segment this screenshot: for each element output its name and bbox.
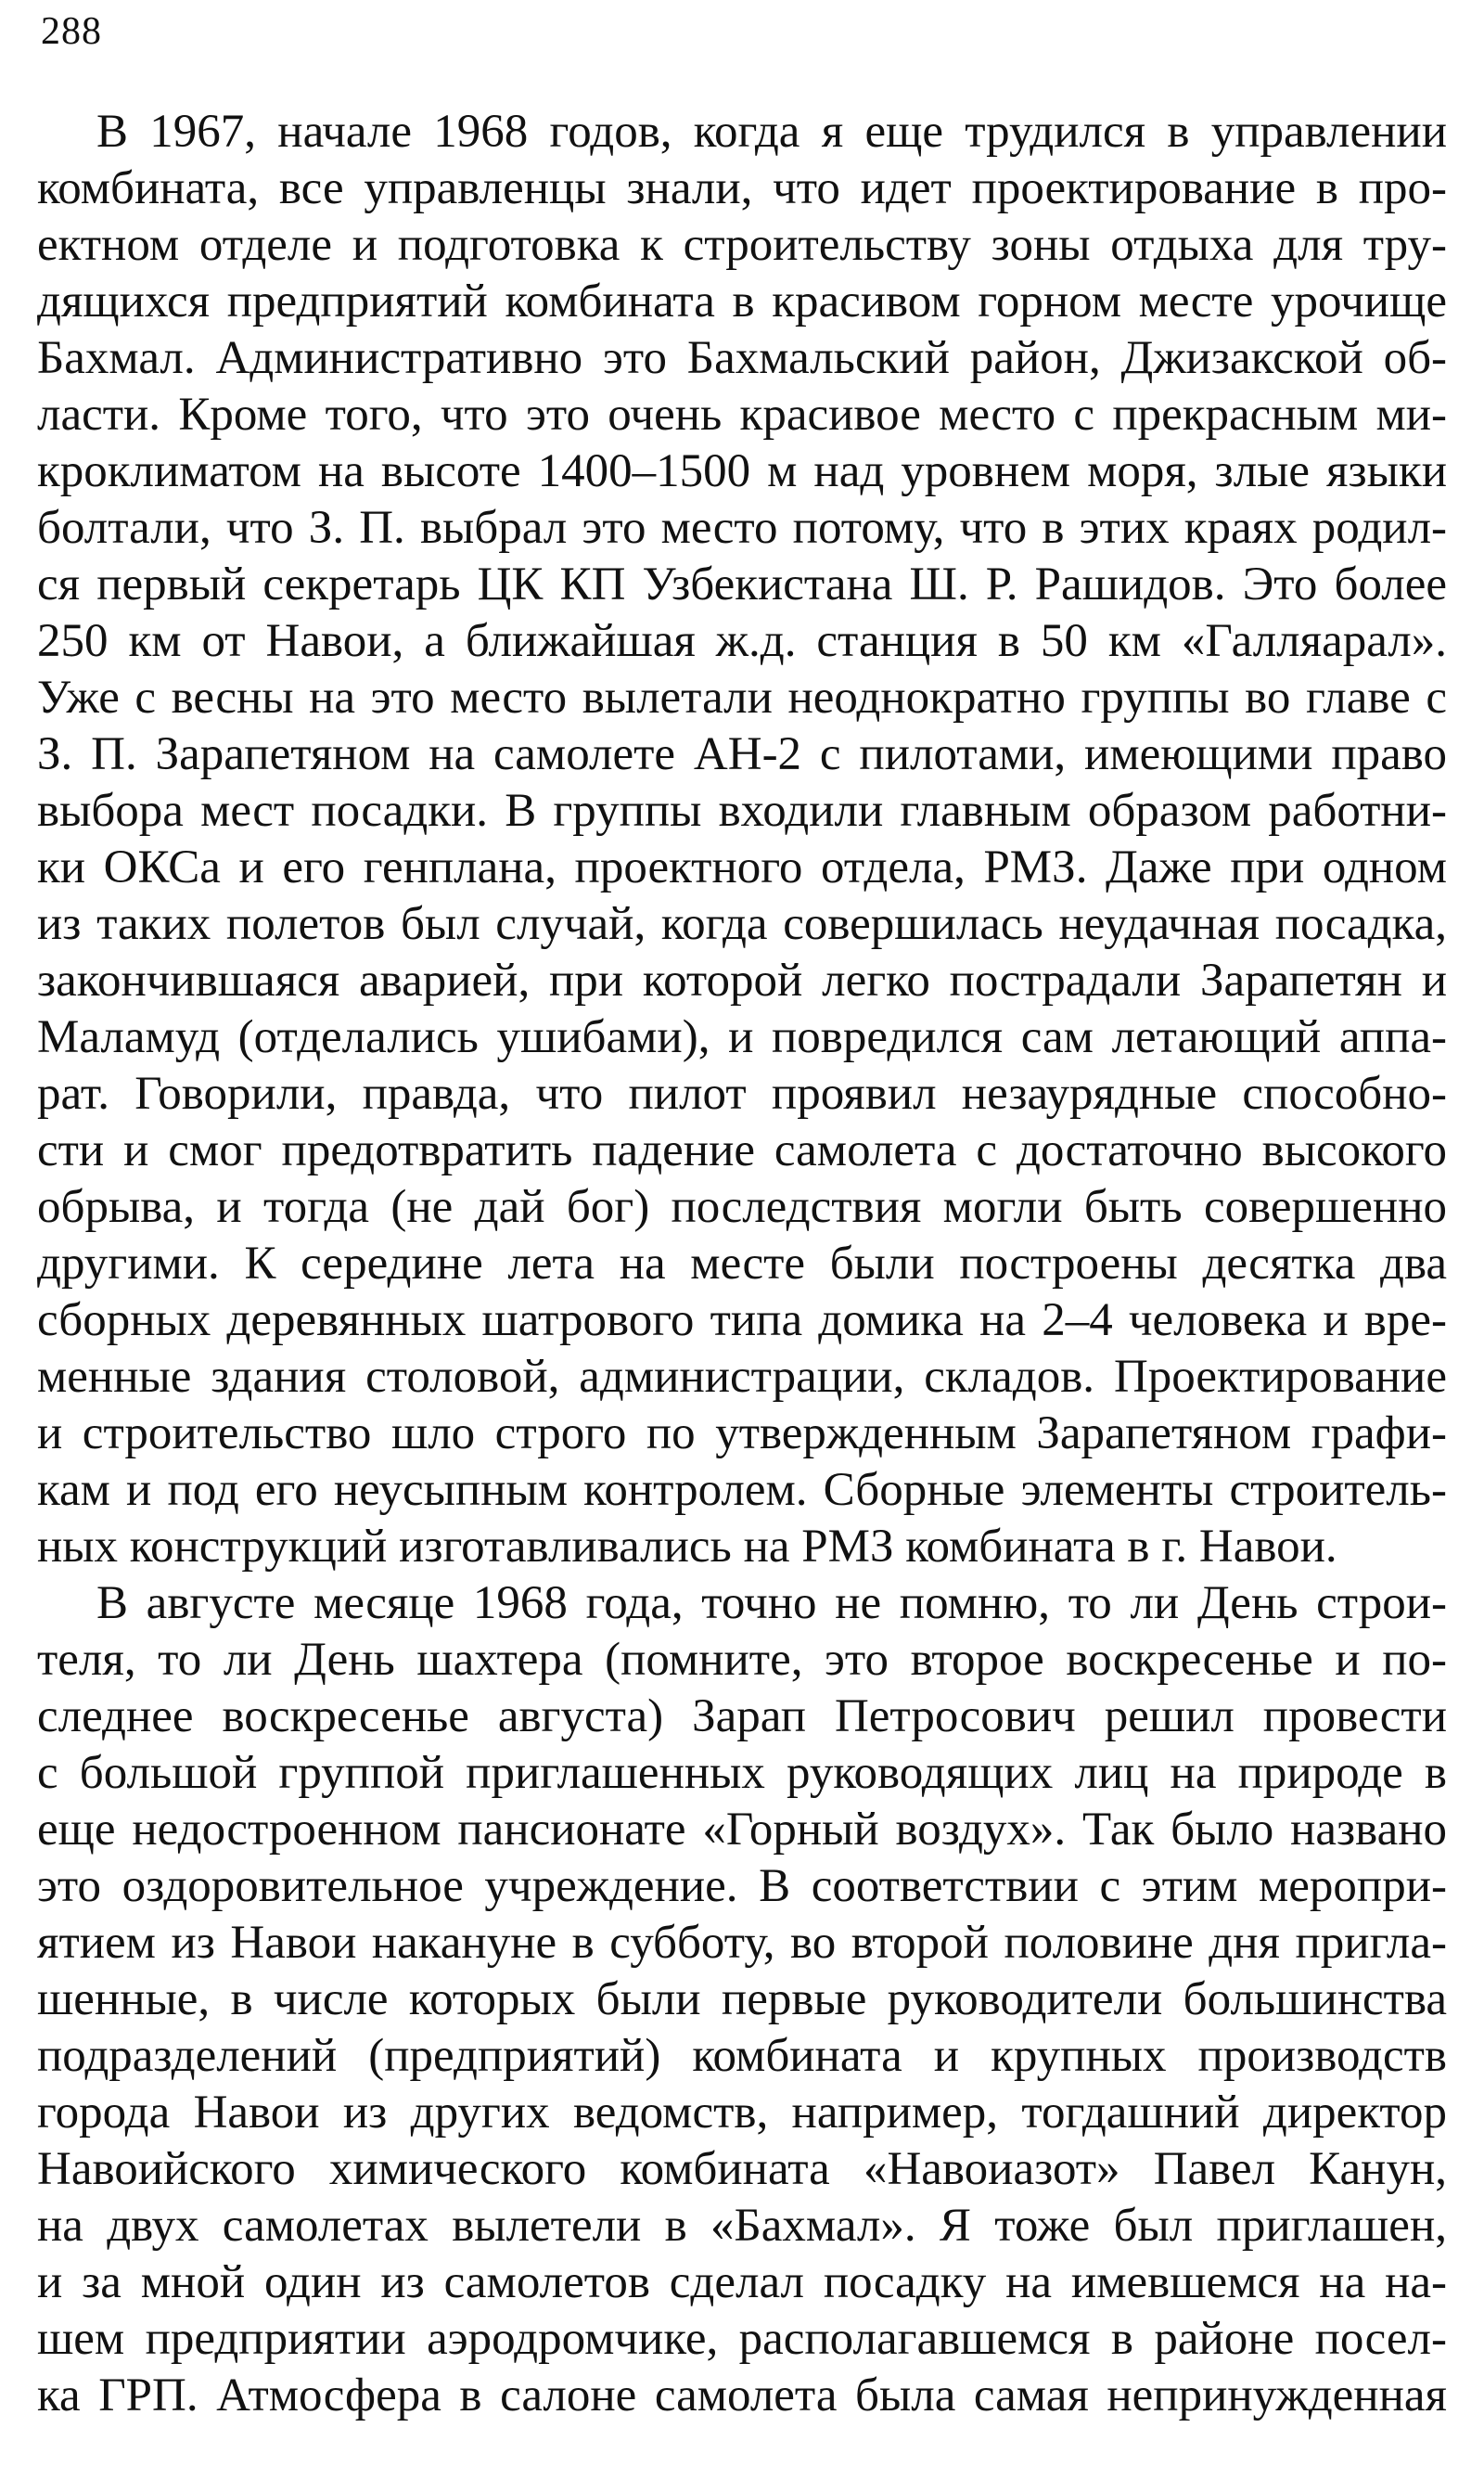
text-line: менные здания столовой, администрации, складов. Проектирование	[37, 1351, 1447, 1403]
text-line: шенные, в числе которых были первые руководители большинства	[37, 1973, 1447, 2025]
text-line: кам и под его неусыпным контролем. Сборные элементы строитель-	[37, 1464, 1447, 1516]
text-line: города Навои из других ведомств, например, тогдашний директор	[37, 2087, 1447, 2138]
text-line: ся первый секретарь ЦК КП Узбекистана Ш. Р. Рашидов. Это более	[37, 559, 1447, 610]
text-line: Навоийского химического комбината «Навоиазот» Павел Канун,	[37, 2143, 1447, 2195]
text-line: Бахмал. Административно это Бахмальский район, Джизакской об-	[37, 332, 1447, 384]
text-line: и за мной один из самолетов сделал посадку на имевшемся на на-	[37, 2256, 1447, 2308]
text-line: из таких полетов был случай, когда совершилась неудачная посадка,	[37, 898, 1447, 950]
text-line: подразделений (предприятий) комбината и крупных производств	[37, 2030, 1447, 2082]
page-number: 288	[41, 10, 102, 53]
text-line: дящихся предприятий комбината в красивом горном месте урочище	[37, 276, 1447, 328]
text-line: болтали, что З. П. выбрал это место потому, что в этих краях родил-	[37, 502, 1447, 554]
text-line: З. П. Зарапетяном на самолете АН-2 с пилотами, имеющими право	[37, 728, 1447, 780]
text-line: с большой группой приглашенных руководящих лиц на природе в	[37, 1747, 1447, 1799]
text-line: ка ГРП. Атмосфера в салоне самолета была самая непринужденная	[37, 2370, 1447, 2421]
text-line: ласти. Кроме того, что это очень красивое место с прекрасным ми-	[37, 389, 1447, 441]
text-line: Маламуд (отделались ушибами), и повредился сам летающий аппа-	[37, 1011, 1447, 1063]
text-line: и строительство шло строго по утвержденным Зарапетяном графи-	[37, 1407, 1447, 1459]
text-line: закончившаяся аварией, при которой легко пострадали Зарапетян и	[37, 955, 1447, 1007]
text-line: ектном отделе и подготовка к строительству зоны отдыха для тру-	[37, 219, 1447, 271]
text-line: В 1967, начале 1968 годов, когда я еще трудился в управлении	[96, 106, 1447, 158]
text-line: ятием из Навои накануне в субботу, во второй половине дня пригла-	[37, 1917, 1447, 1969]
book-text	[37, 104, 1447, 2424]
text-line: теля, то ли День шахтера (помните, это второе воскресенье и по-	[37, 1634, 1447, 1686]
text-line: В августе месяце 1968 года, точно не помню, то ли День строи-	[96, 1577, 1447, 1629]
text-line: следнее воскресенье августа) Зарап Петросович решил провести	[37, 1690, 1447, 1742]
text-line: ных конструкций изготавливались на РМЗ комбината в г. Навои.	[37, 1521, 1337, 1573]
text-line: это оздоровительное учреждение. В соответствии с этим меропри-	[37, 1860, 1447, 1912]
text-line: сборных деревянных шатрового типа домика на 2–4 человека и вре-	[37, 1294, 1447, 1346]
text-line: комбината, все управленцы знали, что идет проектирование в про-	[37, 162, 1447, 214]
text-line: 250 км от Навои, а ближайшая ж.д. станция в 50 км «Галляарал».	[37, 615, 1447, 667]
text-line: сти и смог предотвратить падение самолета с достаточно высокого	[37, 1124, 1447, 1176]
text-line: обрыва, и тогда (не дай бог) последствия могли быть совершенно	[37, 1181, 1447, 1233]
text-line: другими. К середине лета на месте были построены десятка два	[37, 1238, 1447, 1290]
text-line: выбора мест посадки. В группы входили главным образом работни-	[37, 785, 1447, 837]
text-line: рат. Говорили, правда, что пилот проявил незаурядные способно-	[37, 1068, 1447, 1120]
text-line: кроклиматом на высоте 1400–1500 м над уровнем моря, злые языки	[37, 445, 1447, 497]
text-line: еще недостроенном пансионате «Горный воздух». Так было названо	[37, 1804, 1447, 1856]
text-line: шем предприятии аэродромчике, располагавшемся в районе посел-	[37, 2313, 1447, 2365]
text-line: ки ОКСа и его генплана, проектного отдела, РМЗ. Даже при одном	[37, 841, 1447, 893]
text-line: на двух самолетах вылетели в «Бахмал». Я тоже был приглашен,	[37, 2200, 1447, 2252]
text-line: Уже с весны на это место вылетали неоднократно группы во главе с	[37, 672, 1447, 724]
